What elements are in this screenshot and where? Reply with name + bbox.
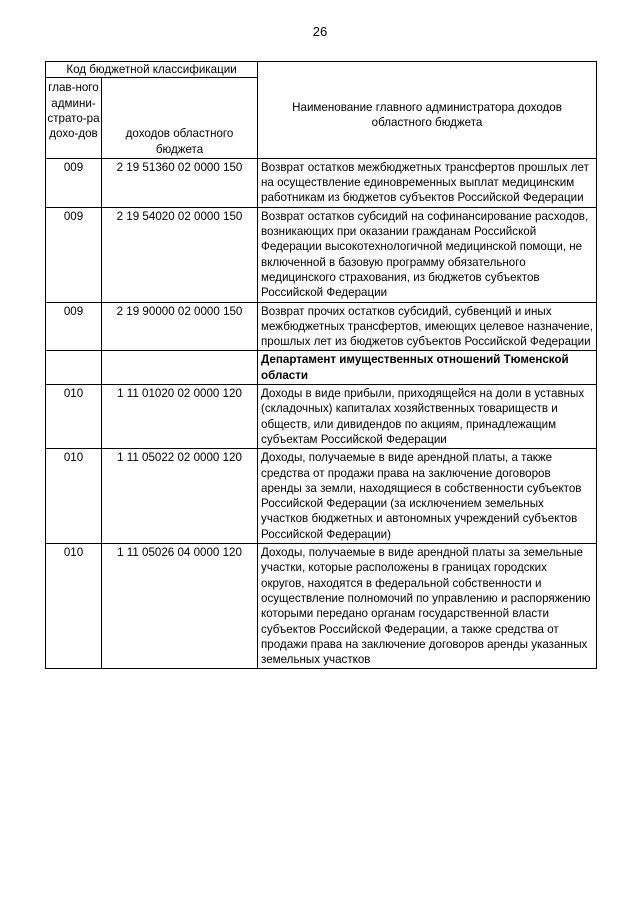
table-body (46, 158, 597, 669)
cell-description: Доходы, получаемые в виде арендной платы за земельные участки, которые расположены в границах городских округов, находятся в федеральной собственности и осуществление полномочий по управлению и распоряжению которыми передано органам государственной власти субъектов Российской Федерации, а также средства от продажи права на заключение договоров аренды указанных земельных участков (258, 544, 597, 669)
cell-administrator-code: 009 (46, 302, 102, 351)
cell-description: Доходы в виде прибыли, приходящейся на доли в уставных (складочных) капиталах хозяйственных товариществ и обществ, или дивидендов по акциям, принадлежащим субъектам Российской Федерации (258, 385, 597, 449)
cell-revenue-code: 2 19 54020 02 0000 150 (102, 207, 258, 302)
cell-administrator-code: 009 (46, 207, 102, 302)
cell-description: Доходы, получаемые в виде арендной платы, а также средства от продажи права на заключение договоров аренды за земли, находящиеся в собственности субъектов Российской Федерации (за исключением земельных участков бюджетных и автономных учреждений субъектов Российской Федерации) (258, 449, 597, 544)
section-row (46, 351, 597, 385)
cell-revenue-code: 2 19 51360 02 0000 150 (102, 158, 258, 207)
cell-administrator-code: 010 (46, 385, 102, 449)
header-administrator-name: Наименование главного администратора доходов областного бюджета (258, 62, 597, 159)
cell-revenue-code: 1 11 05022 02 0000 120 (102, 449, 258, 544)
page-number: 26 (312, 24, 328, 39)
header-main-administrator: глав-ного админи-страто-ра дохо-дов (46, 78, 102, 159)
cell-description: Возврат прочих остатков субсидий, субвенций и иных межбюджетных трансфертов, имеющих целевое назначение, прошлых лет из бюджетов субъектов Российской Федерации (258, 302, 597, 351)
table-row (46, 385, 597, 449)
cell-administrator-code (46, 351, 102, 385)
cell-description: Возврат остатков межбюджетных трансфертов прошлых лет на осуществление единовременных выплат медицинским работникам из бюджетов субъектов Российской Федерации (258, 158, 597, 207)
cell-revenue-code: 2 19 90000 02 0000 150 (102, 302, 258, 351)
table-row (46, 302, 597, 351)
budget-classification-table (45, 61, 597, 669)
header-revenue-code: доходов областного бюджета (102, 78, 258, 159)
cell-description: Возврат остатков субсидий на софинансирование расходов, возникающих при оказании гражданам Российской Федерации высокотехнологичной медицинской помощи, не включенной в базовую программу обязательного медицинского страхования, из бюджетов субъектов Российской Федерации (258, 207, 597, 302)
header-budget-classification-code: Код бюджетной классификации (46, 62, 258, 78)
cell-administrator-code: 010 (46, 544, 102, 669)
table-row (46, 544, 597, 669)
cell-administrator-code: 009 (46, 158, 102, 207)
cell-revenue-code: 1 11 01020 02 0000 120 (102, 385, 258, 449)
table-row (46, 158, 597, 207)
cell-revenue-code (102, 351, 258, 385)
table-row (46, 449, 597, 544)
table-row (46, 207, 597, 302)
table-header-row-1 (46, 62, 597, 78)
cell-revenue-code: 1 11 05026 04 0000 120 (102, 544, 258, 669)
cell-administrator-code: 010 (46, 449, 102, 544)
cell-description: Департамент имущественных отношений Тюменской области (258, 351, 597, 385)
